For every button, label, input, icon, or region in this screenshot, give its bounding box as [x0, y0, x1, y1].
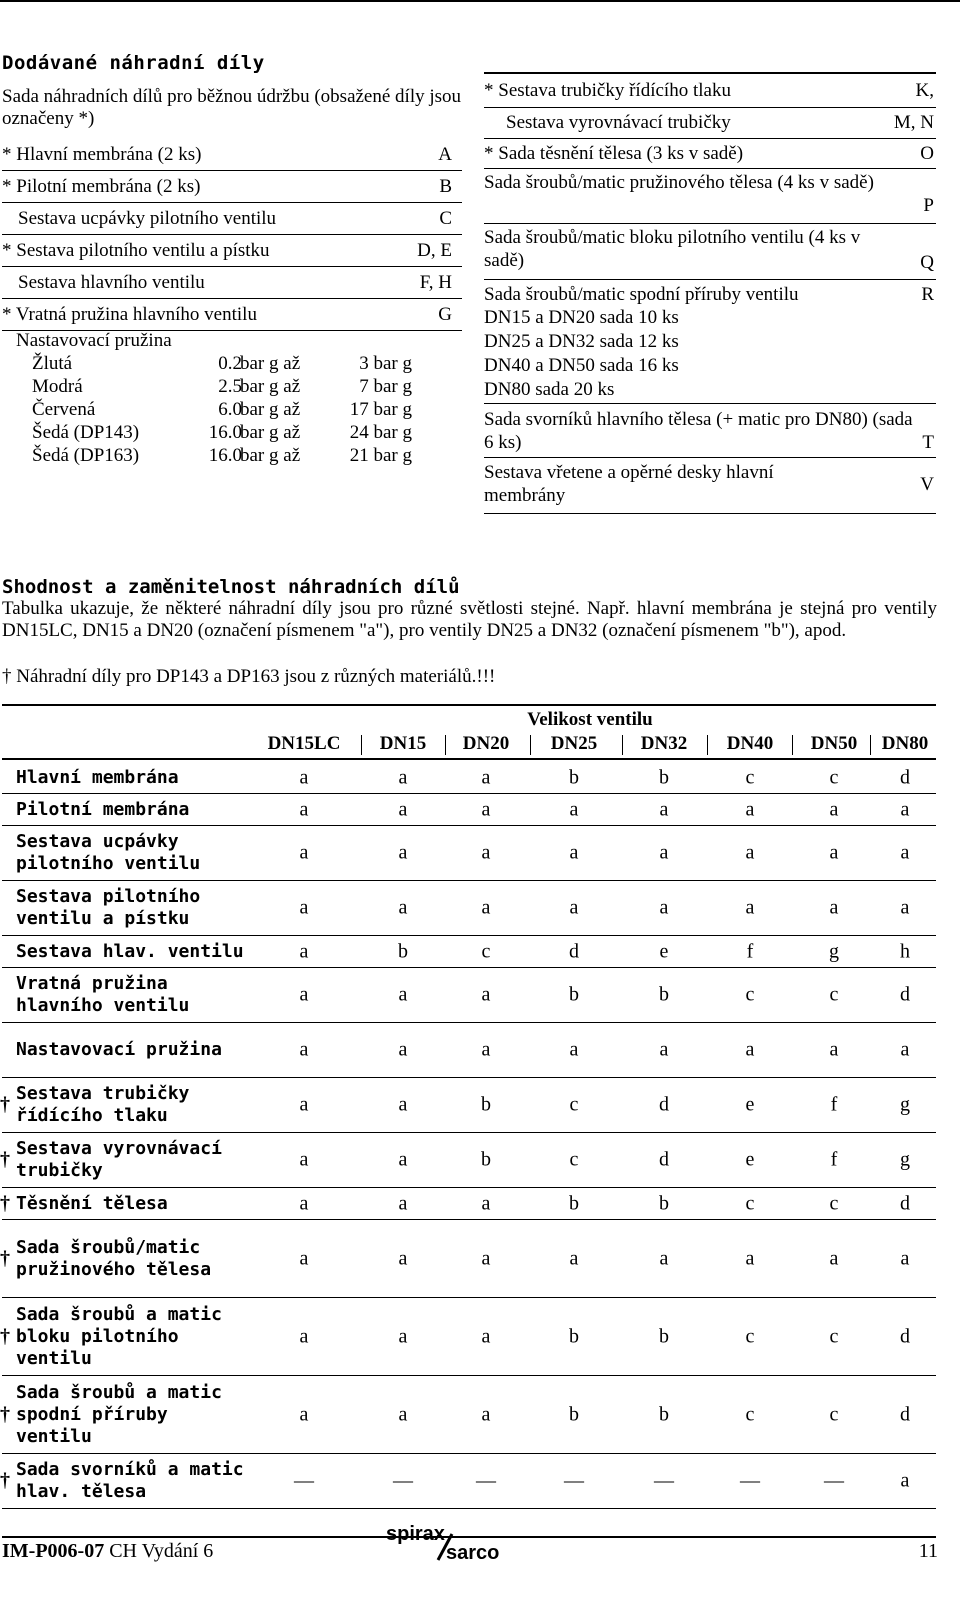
- dagger-mark: †: [0, 1192, 10, 1214]
- table-cell: g: [829, 940, 839, 962]
- table-row: [2, 794, 936, 826]
- table-cell: a: [299, 1403, 309, 1425]
- table-row: [2, 1078, 936, 1133]
- table-cell: a: [398, 766, 408, 788]
- spring-title: Nastavovací pružina: [16, 330, 172, 351]
- table-cell: a: [398, 1093, 408, 1116]
- flange-set-row: DN40 a DN50 sada 16 ks: [484, 355, 679, 376]
- header-divider: [707, 735, 708, 755]
- table-cell: e: [745, 1093, 755, 1116]
- table-cell: a: [398, 1325, 408, 1347]
- table-cell: a: [745, 841, 755, 864]
- spare-item-p: Sada šroubů/matic pružinového tělesa (4 ks v sadě) P: [484, 169, 936, 224]
- table-cell: c: [745, 983, 755, 1006]
- table-cell: a: [659, 841, 669, 864]
- spare-item-b: * Pilotní membrána (2 ks) B: [2, 171, 462, 203]
- table-cell: a: [481, 983, 491, 1006]
- table-row: [2, 1188, 936, 1220]
- table-cell: a: [659, 1038, 669, 1061]
- table-cell: b: [481, 1148, 491, 1171]
- table-cell: a: [481, 766, 491, 788]
- table-cell: a: [299, 1247, 309, 1269]
- table-cell: f: [746, 940, 754, 962]
- col-header: DN20: [462, 733, 510, 754]
- table-cell: f: [830, 1148, 838, 1171]
- table-cell: a: [829, 841, 839, 864]
- table-cell: a: [829, 798, 839, 820]
- header-divider: [792, 735, 793, 755]
- table-cell: a: [569, 896, 579, 919]
- table-cell: b: [569, 1325, 579, 1347]
- col-header: DN32: [640, 733, 688, 754]
- table-cell: a: [659, 1247, 669, 1269]
- materials-note: † Náhradní díly pro DP143 a DP163 jsou z různých materiálů.!!!: [2, 666, 496, 687]
- table-cell: —: [393, 1469, 413, 1492]
- table-cell: a: [299, 940, 309, 962]
- table-cell: h: [900, 940, 910, 962]
- table-cell: a: [900, 896, 910, 919]
- table-cell: b: [481, 1093, 491, 1116]
- table-cell: a: [745, 1247, 755, 1269]
- table-cell: a: [829, 1038, 839, 1061]
- table-cell: a: [569, 841, 579, 864]
- table-cell: a: [745, 1038, 755, 1061]
- table-cell: a: [398, 1247, 408, 1269]
- table-cell: c: [569, 1148, 579, 1171]
- col-header: DN15: [379, 733, 427, 754]
- table-cell: g: [900, 1093, 910, 1116]
- table-cell: a: [299, 1192, 309, 1214]
- table-cell: a: [398, 1038, 408, 1061]
- col-header: DN25: [550, 733, 598, 754]
- table-cell: a: [398, 983, 408, 1006]
- table-cell: e: [745, 1148, 755, 1171]
- footer-left: [2, 1540, 213, 1563]
- interchange-table: [2, 762, 936, 1509]
- table-cell: b: [569, 983, 579, 1006]
- row-label: Sada svorníků a matic hlav. tělesa: [16, 1459, 244, 1502]
- table-row: [2, 1133, 936, 1188]
- table-cell: c: [745, 1192, 755, 1214]
- row-label: Sestava trubičky řídícího tlaku: [16, 1083, 190, 1126]
- row-label: Sestava hlav. ventilu: [16, 940, 244, 962]
- table-cell: a: [569, 798, 579, 820]
- doc-code: IM-P006-07: [2, 1540, 105, 1562]
- row-label: Nastavovací pružina: [16, 1039, 222, 1060]
- table-cell: e: [659, 940, 669, 962]
- table-row: [2, 1298, 936, 1376]
- row-label: Sestava ucpávky pilotního ventilu: [16, 831, 201, 874]
- table-row: [2, 762, 936, 794]
- row-label: Sada šroubů a matic spodní příruby ventilu: [16, 1381, 222, 1447]
- table-cell: a: [659, 798, 669, 820]
- table-cell: c: [481, 940, 491, 962]
- flange-set-row: DN25 a DN32 sada 12 ks: [484, 331, 679, 352]
- table-cell: c: [569, 1093, 579, 1116]
- table-cell: a: [299, 983, 309, 1006]
- table-cell: —: [294, 1469, 314, 1492]
- table-cell: a: [829, 1247, 839, 1269]
- spares-intro: Sada náhradních dílů pro běžnou údržbu (obsažené díly jsou označeny *): [2, 86, 462, 129]
- spares-title: Dodávané náhradní díly: [2, 52, 265, 74]
- svg-text:sarco: sarco: [446, 1542, 500, 1564]
- flange-set-row: DN80 sada 20 ks: [484, 379, 615, 400]
- table-cell: a: [481, 1038, 491, 1061]
- table-row: [2, 936, 936, 968]
- table-cell: a: [481, 1192, 491, 1214]
- table-cell: a: [299, 798, 309, 820]
- table-cell: a: [398, 1148, 408, 1171]
- table-cell: c: [829, 766, 839, 788]
- table-cell: a: [299, 766, 309, 788]
- table-cell: a: [481, 896, 491, 919]
- spare-item-k: * Sestava trubičky řídícího tlaku K,: [484, 72, 936, 108]
- spare-item-q: Sada šroubů/matic bloku pilotního ventilu (4 ks v sadě) Q: [484, 224, 936, 280]
- table-cell: c: [829, 1403, 839, 1425]
- table-cell: c: [745, 1325, 755, 1347]
- row-label: Sada šroubů/matic pružinového tělesa: [16, 1236, 212, 1280]
- table-cell: a: [745, 798, 755, 820]
- flange-set-row: DN15 a DN20 sada 10 ks: [484, 307, 679, 328]
- table-cell: b: [659, 983, 669, 1006]
- table-cell: a: [900, 798, 910, 820]
- table-cell: a: [398, 1192, 408, 1214]
- table-cell: a: [900, 841, 910, 864]
- table-cell: d: [900, 983, 910, 1006]
- table-cell: a: [398, 841, 408, 864]
- table-cell: —: [564, 1469, 584, 1492]
- table-cell: b: [659, 1192, 669, 1214]
- dagger-mark: †: [0, 1469, 10, 1492]
- table-cell: d: [900, 766, 910, 788]
- table-cell: a: [481, 1325, 491, 1347]
- table-cell: b: [398, 940, 408, 962]
- top-rule: [0, 0, 960, 2]
- svg-text:spirax: spirax: [386, 1524, 445, 1545]
- table-cell: c: [829, 1192, 839, 1214]
- table-cell: d: [900, 1192, 910, 1214]
- table-row: [2, 1023, 936, 1078]
- table-cell: —: [476, 1469, 496, 1492]
- table-row: [2, 1454, 936, 1509]
- dagger-mark: †: [0, 1325, 10, 1347]
- spare-item-mn: Sestava vyrovnávací trubičky M, N: [484, 108, 936, 139]
- left-spares-list: [2, 139, 462, 331]
- table-cell: c: [829, 983, 839, 1006]
- header-divider: [361, 735, 362, 755]
- spare-item-r: Sada šroubů/matic spodní příruby ventilu R DN15 a DN20 sada 10 ks DN25 a DN32 sada 12 ks DN40 a DN50 sada 16 ks DN80 sada 20 ks: [484, 280, 936, 404]
- table-cell: a: [481, 1403, 491, 1425]
- right-spares-list: [484, 72, 936, 514]
- table-cell: b: [659, 1325, 669, 1347]
- row-label: Hlavní membrána: [16, 766, 179, 788]
- table-cell: a: [900, 1469, 910, 1492]
- table-row: [2, 881, 936, 936]
- table-cell: a: [745, 896, 755, 919]
- table-cell: b: [569, 1192, 579, 1214]
- spare-item-t: Sada svorníků hlavního tělesa (+ matic pro DN80) (sada 6 ks) T: [484, 404, 936, 458]
- table-row: [2, 1220, 936, 1298]
- row-label: Sestava vyrovnávací trubičky: [16, 1138, 222, 1181]
- table-cell: c: [829, 1325, 839, 1347]
- col-header: DN80: [881, 733, 929, 754]
- size-header-row: [0, 731, 940, 759]
- table-cell: —: [824, 1469, 844, 1492]
- page-number: 11: [918, 1540, 938, 1562]
- table-cell: —: [740, 1469, 760, 1492]
- table-cell: —: [654, 1469, 674, 1492]
- table-cell: a: [299, 1325, 309, 1347]
- spare-item-c: Sestava ucpávky pilotního ventilu C: [2, 203, 462, 235]
- header-divider: [445, 735, 446, 755]
- header-rule: [2, 758, 936, 760]
- valve-size-title: Velikost ventilu: [527, 709, 653, 730]
- header-divider: [622, 735, 623, 755]
- spare-item-fh: Sestava hlavního ventilu F, H: [2, 267, 462, 299]
- edition: CH Vydání 6: [109, 1540, 214, 1562]
- spare-item-v: Sestava vřetene a opěrné desky hlavní membrány V: [484, 458, 936, 514]
- col-header: DN40: [726, 733, 774, 754]
- table-cell: a: [481, 841, 491, 864]
- header-divider: [530, 735, 531, 755]
- table-row: [2, 968, 936, 1023]
- header-divider: [870, 735, 871, 755]
- table-row: [2, 826, 936, 881]
- spare-item-a: * Hlavní membrána (2 ks) A: [2, 139, 462, 171]
- table-cell: b: [569, 766, 579, 788]
- table-top-rule: [2, 704, 936, 706]
- table-cell: a: [481, 798, 491, 820]
- col-header: DN50: [810, 733, 858, 754]
- table-row: [2, 1376, 936, 1454]
- table-cell: d: [900, 1325, 910, 1347]
- col-header: DN15LC: [267, 733, 341, 754]
- table-cell: a: [398, 896, 408, 919]
- dagger-mark: †: [0, 1403, 10, 1425]
- table-cell: g: [900, 1148, 910, 1171]
- table-cell: a: [398, 1403, 408, 1425]
- table-cell: b: [659, 1403, 669, 1425]
- table-cell: f: [830, 1093, 838, 1116]
- table-cell: a: [299, 1093, 309, 1116]
- row-label: Vratná pružina hlavního ventilu: [16, 973, 190, 1016]
- table-cell: a: [829, 896, 839, 919]
- row-label: Těsnění tělesa: [16, 1192, 168, 1214]
- table-cell: a: [900, 1038, 910, 1061]
- table-cell: a: [569, 1247, 579, 1269]
- table-cell: c: [745, 766, 755, 788]
- dagger-mark: †: [0, 1247, 10, 1269]
- table-cell: d: [900, 1403, 910, 1425]
- table-cell: a: [659, 896, 669, 919]
- table-cell: d: [659, 1093, 669, 1116]
- table-cell: a: [299, 896, 309, 919]
- interchange-text: Tabulka ukazuje, že některé náhradní díly jsou pro různé světlosti stejné. Např. hlavní membrána je stejná pro ventily DN15LC, DN15 a DN20 (označení písmenem "a"), pro ventily DN25 a DN32 (označení písmenem "b"), apod.: [2, 598, 937, 641]
- spare-item-g: * Vratná pružina hlavního ventilu G: [2, 299, 462, 331]
- interchange-title: Shodnost a zaměnitelnost náhradních dílů: [2, 576, 460, 598]
- table-cell: a: [569, 1038, 579, 1061]
- table-cell: a: [299, 1148, 309, 1171]
- table-cell: c: [745, 1403, 755, 1425]
- dagger-mark: †: [0, 1148, 10, 1171]
- table-cell: a: [299, 841, 309, 864]
- spirax-sarco-logo: [380, 1524, 550, 1564]
- table-cell: a: [481, 1247, 491, 1269]
- table-cell: a: [900, 1247, 910, 1269]
- table-cell: d: [569, 940, 579, 962]
- dagger-mark: †: [0, 1093, 10, 1116]
- row-label: Sada šroubů a matic bloku pilotního ventilu: [16, 1303, 222, 1369]
- spare-item-o: * Sada těsnění tělesa (3 ks v sadě) O: [484, 139, 936, 169]
- table-cell: b: [659, 766, 669, 788]
- row-label: Sestava pilotního ventilu a pístku: [16, 886, 201, 929]
- table-cell: a: [398, 798, 408, 820]
- table-cell: b: [569, 1403, 579, 1425]
- table-cell: a: [299, 1038, 309, 1061]
- row-label: Pilotní membrána: [16, 798, 190, 820]
- spare-item-de: * Sestava pilotního ventilu a pístku D, E: [2, 235, 462, 267]
- table-cell: d: [659, 1148, 669, 1171]
